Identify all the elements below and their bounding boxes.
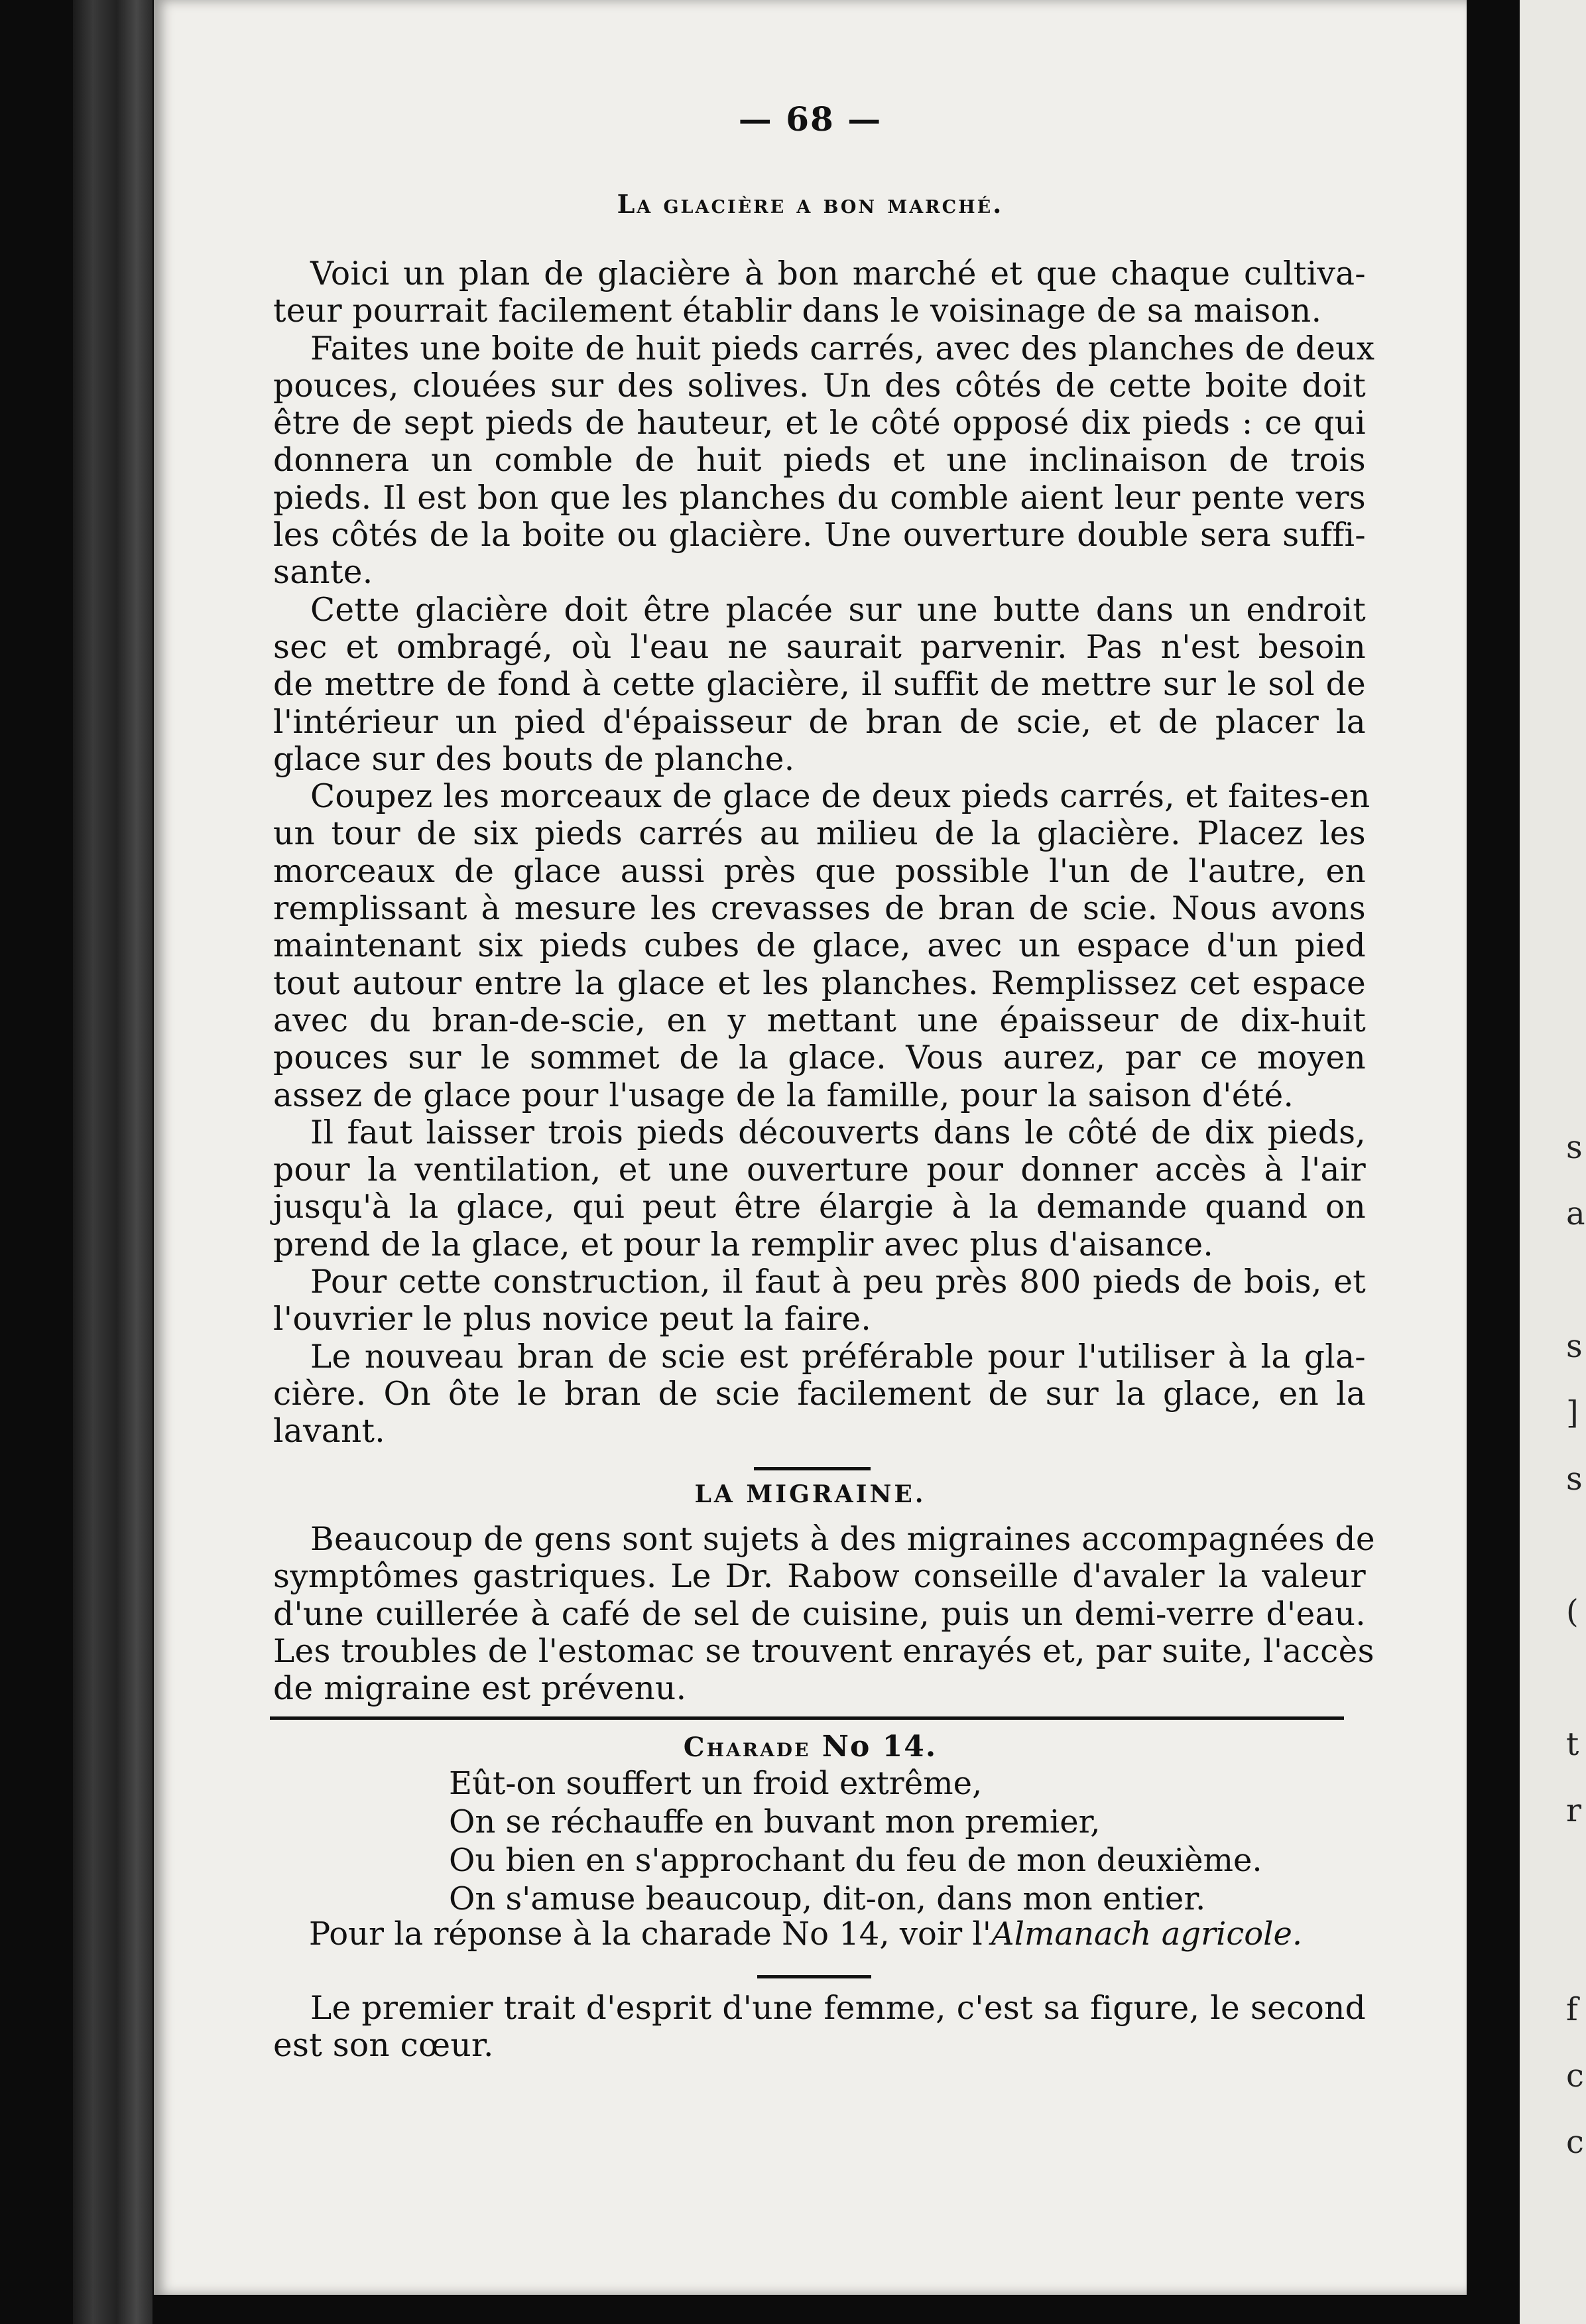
section-title-glaciere: La glacière a bon marché. xyxy=(617,189,1004,219)
book-spine xyxy=(73,0,152,2324)
section-divider-long xyxy=(270,1716,1344,1720)
charade-answer-text: Pour la réponse à la charade No 14, voir l' xyxy=(308,1915,991,1953)
text-line: donnera un comble de huit pieds et une inclinaison de trois xyxy=(273,442,1366,480)
verse-line: Ou bien en s'approchant du feu de mon deuxième. xyxy=(449,1842,1262,1879)
text-line: jusqu'à la glace, qui peut être élargie à la demande quand on xyxy=(273,1189,1366,1226)
charade-answer-title: Almanach agricole. xyxy=(991,1915,1303,1953)
text-line: l'intérieur un pied d'épaisseur de bran de scie, et de placer la xyxy=(273,703,1366,741)
text-line: Il faut laisser trois pieds découverts dans le côté de dix pieds, xyxy=(310,1114,1366,1151)
text-line: tout autour entre la glace et les planches. Remplissez cet espace xyxy=(273,964,1366,1002)
section-title-charade xyxy=(154,1730,1467,1764)
text-line: prend de la glace, et pour la remplir avec plus d'aisance. xyxy=(273,1226,1214,1263)
section-body-saying xyxy=(273,1990,1366,2065)
text-line: cière. On ôte le bran de scie facilement de sur la glace, en la xyxy=(273,1375,1366,1413)
text-line: Cette glacière doit être placée sur une butte dans un endroit xyxy=(310,591,1366,629)
text-line: est son cœur. xyxy=(273,2027,494,2065)
text-line: pouces sur le sommet de la glace. Vous aurez, par ce moyen xyxy=(273,1039,1366,1077)
text-line: l'ouvrier le plus novice peut la faire. xyxy=(273,1301,872,1338)
charade-number: No 14. xyxy=(822,1730,938,1764)
text-line: Le nouveau bran de scie est préférable pour l'utiliser à la gla- xyxy=(310,1338,1366,1376)
text-line: symptômes gastriques. Le Dr. Rabow conseille d'avaler la valeur xyxy=(273,1558,1366,1596)
text-line: un tour de six pieds carrés au milieu de la glacière. Placez les xyxy=(273,815,1366,853)
text-line: pieds. Il est bon que les planches du comble aient leur pente vers xyxy=(273,479,1366,517)
text-line: Les troubles de l'estomac se trouvent enrayés et, par suite, l'accès xyxy=(273,1632,1374,1670)
charade-verse xyxy=(449,1764,1510,1918)
text-line: Voici un plan de glacière à bon marché et que chaque cultiva- xyxy=(310,255,1366,292)
text-line: être de sept pieds de hauteur, et le côté opposé dix pieds : ce qui xyxy=(273,405,1366,442)
text-line: les côtés de la boite ou glacière. Une ouverture double sera suffi- xyxy=(273,517,1366,554)
text-line: de migraine est prévenu. xyxy=(273,1670,687,1708)
verse-line: Eût-on souffert un froid extrême, xyxy=(449,1765,983,1802)
section-divider xyxy=(754,1467,871,1470)
text-line: lavant. xyxy=(273,1413,385,1451)
text-line: avec du bran-de-scie, en y mettant une épaisseur de dix-huit xyxy=(273,1001,1366,1039)
section-title-migraine: LA MIGRAINE. xyxy=(694,1480,926,1508)
text-line: Pour cette construction, il faut à peu près 800 pieds de bois, et xyxy=(310,1263,1366,1301)
text-line: assez de glace pour l'usage de la famille, pour la saison d'été. xyxy=(273,1076,1294,1114)
section-body-glaciere xyxy=(273,255,1375,1451)
text-line: Le premier trait d'esprit d'une femme, c'est sa figure, le second xyxy=(310,1990,1366,2027)
text-line: remplissant à mesure les crevasses de bran de scie. Nous avons xyxy=(273,890,1366,928)
book-page xyxy=(154,0,1467,2295)
verse-line: On se réchauffe en buvant mon premier, xyxy=(449,1803,1101,1840)
facing-page-letters: s a s ] s ( t r f c c xyxy=(1566,1129,1585,2161)
text-line: Beaucoup de gens sont sujets à des migraines accompagnées de xyxy=(310,1521,1375,1558)
text-line: sec et ombragé, où l'eau ne saurait parvenir. Pas n'est besoin xyxy=(273,628,1366,666)
text-line: teur pourrait facilement établir dans le voisinage de sa maison. xyxy=(273,292,1322,330)
text-line: glace sur des bouts de planche. xyxy=(273,740,795,778)
text-line: Coupez les morceaux de glace de deux pieds carrés, et faites-en xyxy=(310,778,1371,816)
text-line: pour la ventilation, et une ouverture pour donner accès à l'air xyxy=(273,1151,1366,1189)
text-line: pouces, clouées sur des solives. Un des côtés de cette boite doit xyxy=(273,367,1366,405)
page-number: — 68 — xyxy=(738,99,883,139)
text-line: d'une cuillerée à café de sel de cuisine, puis un demi-verre d'eau. xyxy=(273,1595,1366,1633)
verse-line: On s'amuse beaucoup, dit-on, dans mon entier. xyxy=(449,1880,1206,1917)
text-line: Faites une boite de huit pieds carrés, avec des planches de deux xyxy=(310,330,1375,367)
section-body-migraine xyxy=(273,1521,1375,1708)
text-line: morceaux de glace aussi près que possible l'un de l'autre, en xyxy=(273,852,1366,890)
charade-answer xyxy=(259,1915,1353,1953)
text-line: sante. xyxy=(273,554,373,592)
text-line: maintenant six pieds cubes de glace, avec un espace d'un pied xyxy=(273,927,1366,965)
charade-label: Charade xyxy=(683,1732,811,1763)
section-divider xyxy=(757,1975,871,1978)
text-line: de mettre de fond à cette glacière, il suffit de mettre sur le sol de xyxy=(273,666,1366,704)
